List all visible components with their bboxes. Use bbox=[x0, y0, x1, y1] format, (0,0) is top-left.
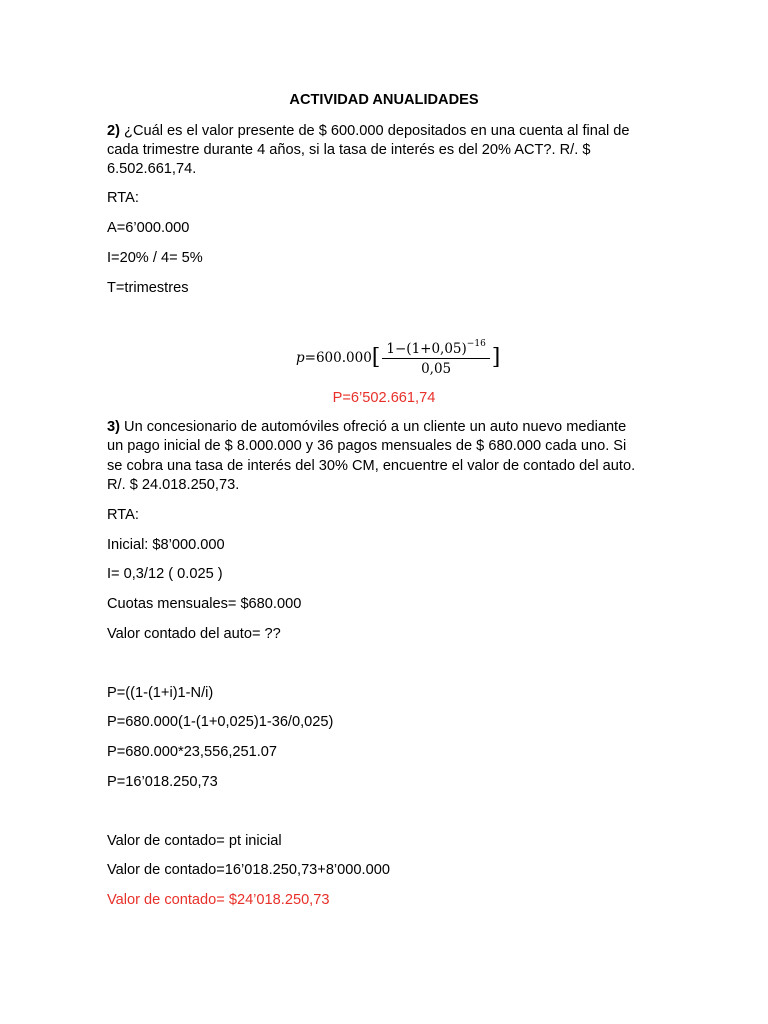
q2-formula bbox=[296, 336, 500, 380]
q2-text-1: ¿Cuál es el valor presente de $ 600.000 depositados en una cuenta al final de bbox=[124, 123, 630, 139]
q3-rta: RTA: bbox=[107, 507, 139, 523]
q3-text-2: un pago inicial de $ 8.000.000 y 36 pagos mensuales de $ 680.000 cada uno. Si bbox=[107, 438, 627, 454]
q3-text-3: se cobra una tasa de interés del 30% CM, encuentre el valor de contado del auto. bbox=[107, 458, 636, 474]
q3-answer: Valor de contado= $24’018.250,73 bbox=[107, 892, 330, 908]
page-title: ACTIVIDAD ANUALIDADES bbox=[289, 92, 479, 108]
formula-close-bracket: ] bbox=[491, 345, 501, 370]
formula-fraction bbox=[382, 339, 489, 377]
formula-exponent: −16 bbox=[466, 339, 486, 349]
formula-numer-a: 1− bbox=[386, 341, 407, 357]
q2-number: 2) bbox=[107, 123, 120, 139]
q3-text-4: R/. $ 24.018.250,73. bbox=[107, 477, 240, 493]
formula-denominator: 0,05 bbox=[421, 361, 452, 377]
q3-i: I= 0,3/12 ( 0.025 ) bbox=[107, 566, 223, 582]
q2-i: I=20% / 4= 5% bbox=[107, 250, 203, 266]
q3-vc1: Valor de contado= pt inicial bbox=[107, 833, 282, 849]
q3-line-1 bbox=[107, 419, 626, 435]
q3-text-1: Un concesionario de automóviles ofreció a un cliente un auto nuevo mediante bbox=[124, 419, 627, 435]
formula-open-bracket: [ bbox=[371, 345, 381, 370]
q2-text-3: 6.502.661,74. bbox=[107, 161, 197, 177]
formula-lhs: p bbox=[296, 350, 305, 366]
q3-vc2: Valor de contado=16’018.250,73+8’000.000 bbox=[107, 862, 390, 878]
q3-p1: P=((1-(1+i)1-N/i) bbox=[107, 685, 214, 701]
q2-answer: P=6’502.661,74 bbox=[332, 390, 436, 406]
q3-p3: P=680.000*23,556,251.07 bbox=[107, 744, 278, 760]
q3-number: 3) bbox=[107, 419, 120, 435]
q3-cuotas: Cuotas mensuales= $680.000 bbox=[107, 596, 302, 612]
q2-line-1 bbox=[107, 123, 630, 139]
q2-text-2: cada trimestre durante 4 años, si la tasa de interés es del 20% ACT?. R/. $ bbox=[107, 142, 591, 158]
q3-p4: P=16’018.250,73 bbox=[107, 774, 218, 790]
q2-a: A=6’000.000 bbox=[107, 220, 190, 236]
q3-inicial: Inicial: $8’000.000 bbox=[107, 537, 225, 553]
q3-p2: P=680.000(1-(1+0,025)1-36/0,025) bbox=[107, 714, 334, 730]
formula-eq: =600.000 bbox=[304, 350, 372, 366]
formula-numerator bbox=[382, 339, 489, 359]
formula-numer-b: (1+0,05) bbox=[406, 341, 467, 357]
q2-rta: RTA: bbox=[107, 190, 139, 206]
q3-valor: Valor contado del auto= ?? bbox=[107, 626, 281, 642]
q2-t: T=trimestres bbox=[107, 280, 189, 296]
